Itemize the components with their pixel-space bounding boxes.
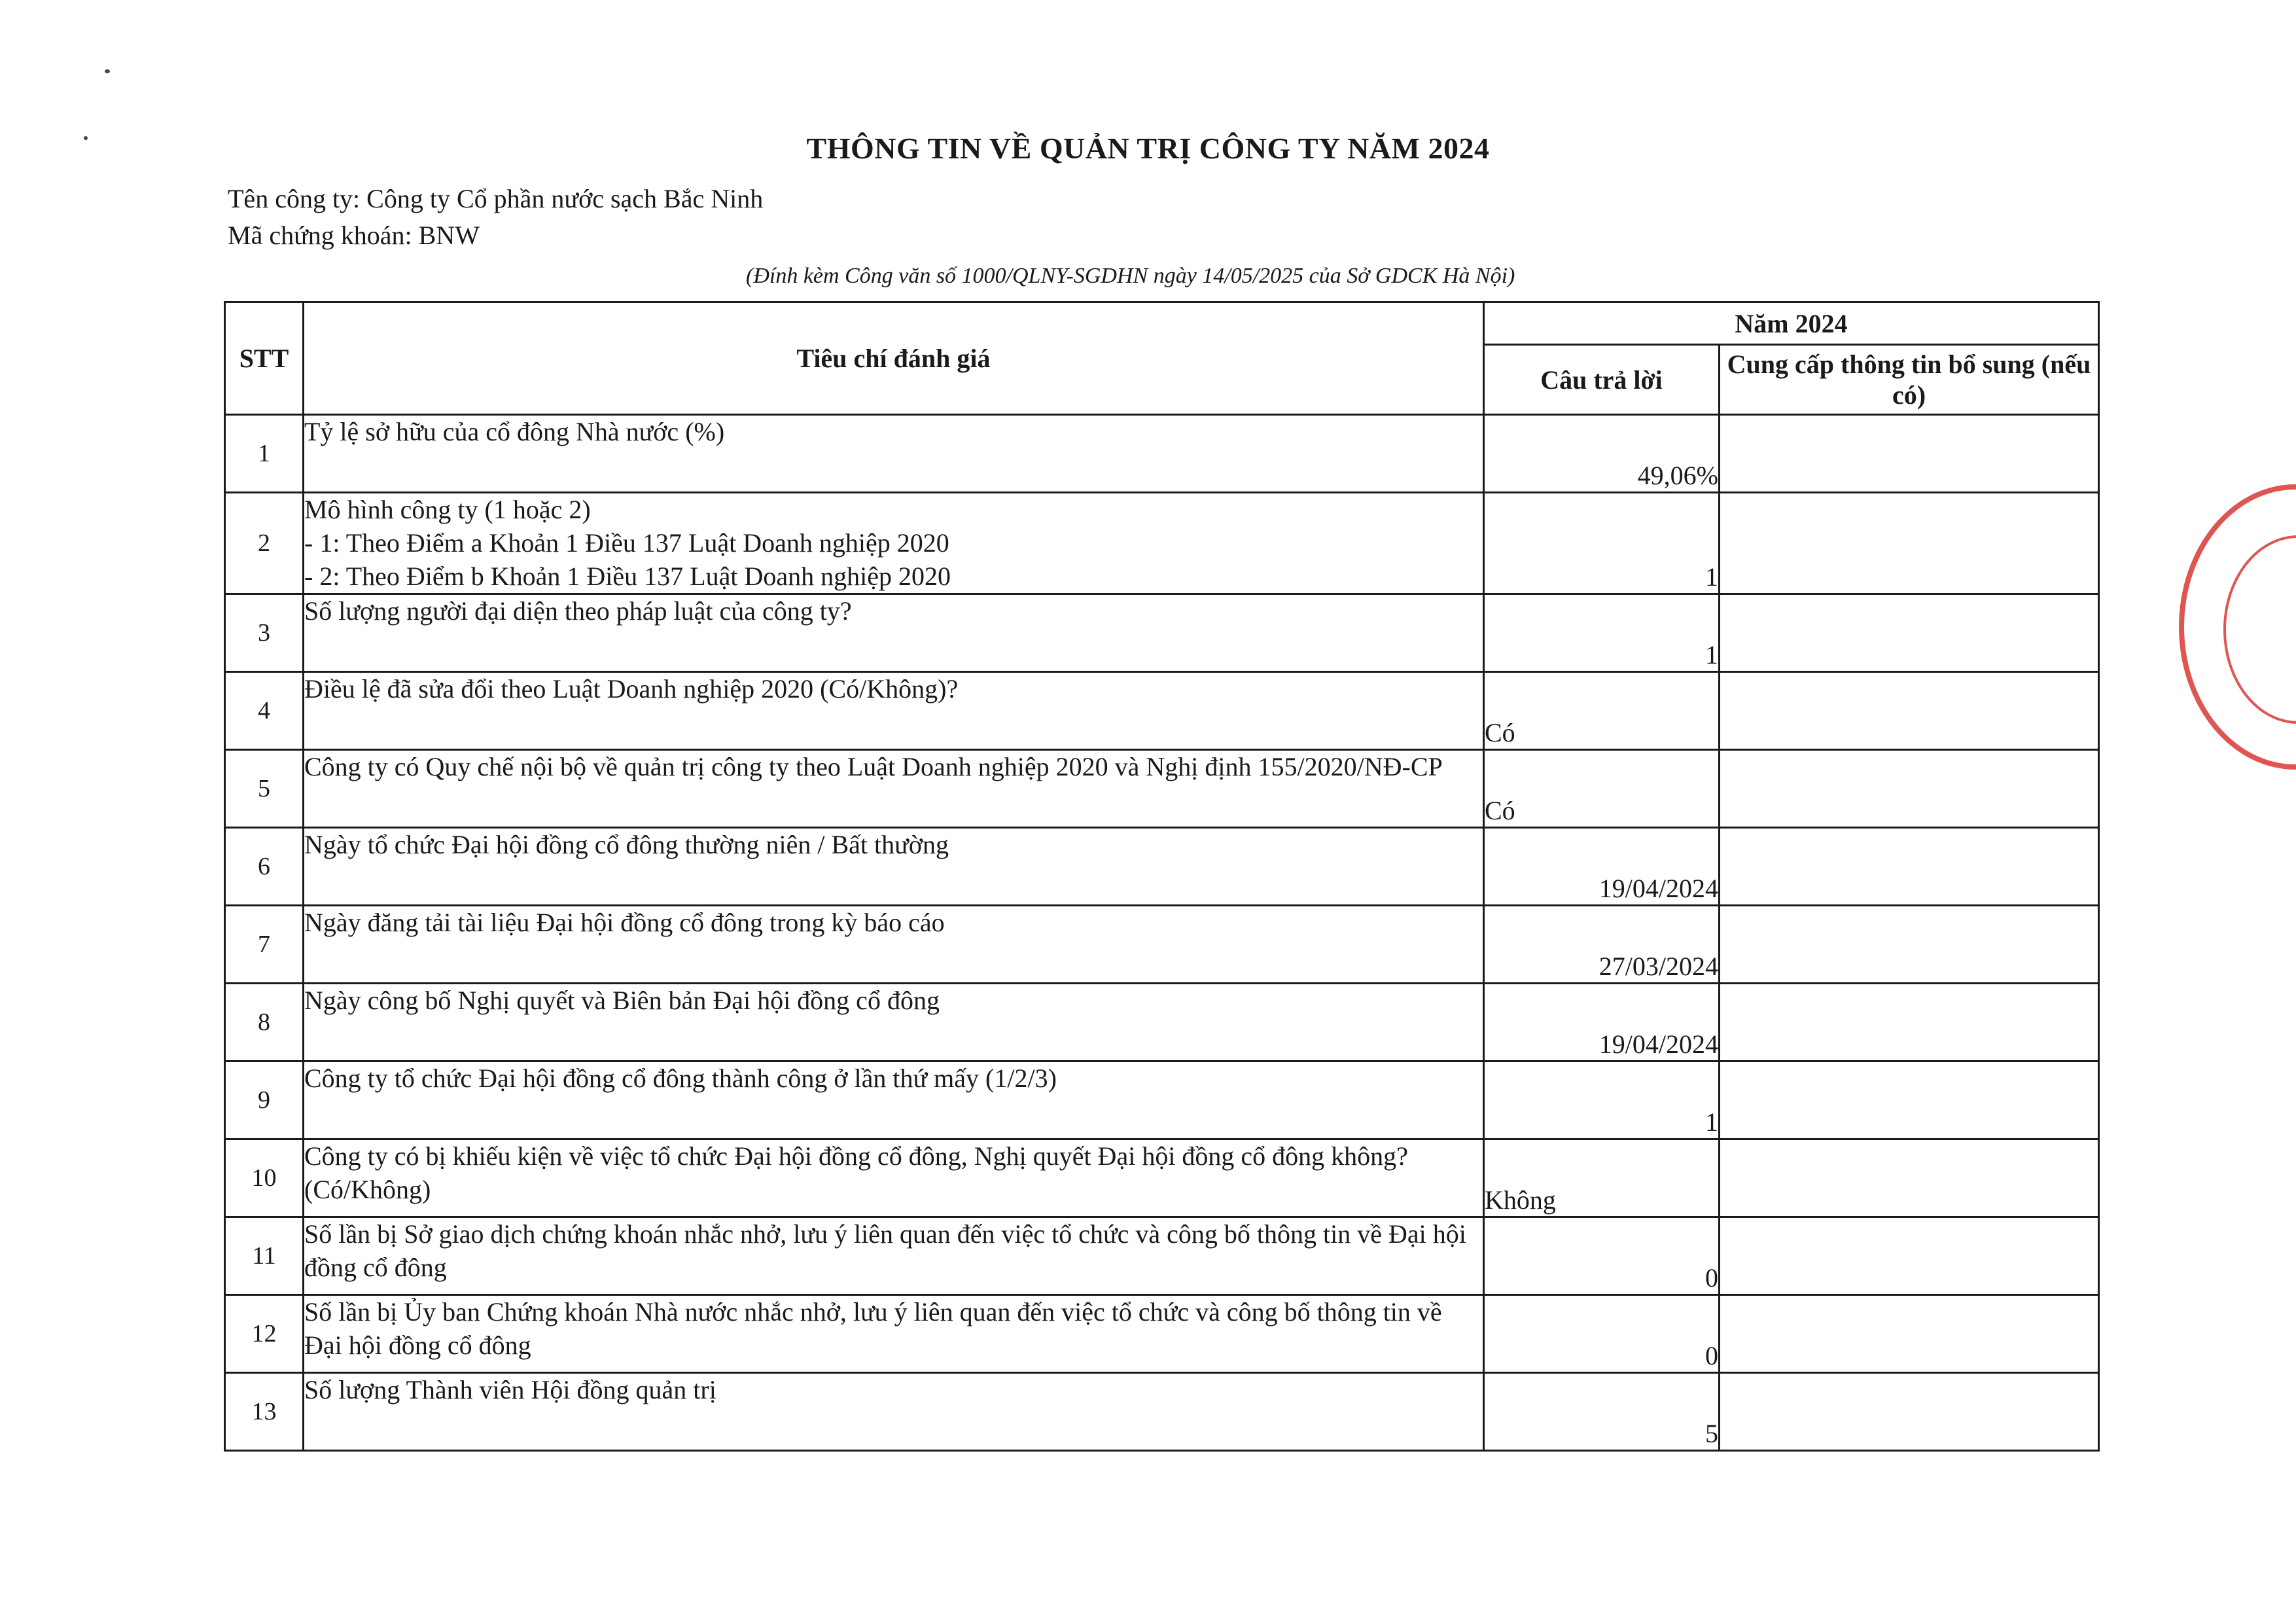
criteria-cell: Ngày đăng tải tài liệu Đại hội đồng cổ đông trong kỳ báo cáo (304, 906, 1484, 984)
row-number: 1 (225, 415, 304, 493)
extra-info-cell (1720, 1373, 2099, 1451)
answer-cell: 19/04/2024 (1484, 984, 1720, 1061)
table-row (225, 594, 2099, 672)
company-seal-stamp (2179, 484, 2296, 770)
table-row (225, 750, 2099, 828)
table-row (225, 1217, 2099, 1295)
criteria-cell: Công ty có Quy chế nội bộ về quản trị công ty theo Luật Doanh nghiệp 2020 và Nghị định 155/2020/NĐ-CP (304, 750, 1484, 828)
answer-cell: 0 (1484, 1295, 1720, 1373)
company-name-line: Tên công ty: Công ty Cổ phần nước sạch Bắc Ninh (228, 184, 764, 213)
criteria-cell: Mô hình công ty (1 hoặc 2) - 1: Theo Điểm a Khoản 1 Điều 137 Luật Doanh nghiệp 2020 - 2: Theo Điểm b Khoản 1 Điều 137 Luật Doanh nghiệp 2020 (304, 493, 1484, 594)
criteria-cell: Công ty có bị khiếu kiện về việc tổ chức Đại hội đồng cổ đông, Nghị quyết Đại hội đồng cổ đông không? (Có/Không) (304, 1139, 1484, 1217)
table-body (225, 415, 2099, 1451)
scan-speck (105, 69, 110, 73)
page-title: THÔNG TIN VỀ QUẢN TRỊ CÔNG TY NĂM 2024 (806, 132, 1490, 165)
stock-ticker-line: Mã chứng khoán: BNW (228, 221, 480, 250)
table-row (225, 493, 2099, 594)
row-number: 8 (225, 984, 304, 1061)
header-year: Năm 2024 (1484, 302, 2099, 345)
attachment-note: (Đính kèm Công văn số 1000/QLNY-SGDHN ngày 14/05/2025 của Sở GDCK Hà Nội) (746, 264, 1515, 288)
answer-cell: 1 (1484, 493, 1720, 594)
extra-info-cell (1720, 906, 2099, 984)
criteria-cell: Công ty tổ chức Đại hội đồng cổ đông thành công ở lần thứ mấy (1/2/3) (304, 1061, 1484, 1139)
criteria-cell: Điều lệ đã sửa đổi theo Luật Doanh nghiệp 2020 (Có/Không)? (304, 672, 1484, 750)
answer-cell: 1 (1484, 1061, 1720, 1139)
answer-cell: Có (1484, 750, 1720, 828)
row-number: 10 (225, 1139, 304, 1217)
row-number: 12 (225, 1295, 304, 1373)
table-row (225, 828, 2099, 906)
extra-info-cell (1720, 750, 2099, 828)
extra-info-cell (1720, 984, 2099, 1061)
criteria-cell: Tỷ lệ sở hữu của cổ đông Nhà nước (%) (304, 415, 1484, 493)
row-number: 5 (225, 750, 304, 828)
extra-info-cell (1720, 1061, 2099, 1139)
answer-cell: 0 (1484, 1217, 1720, 1295)
extra-info-cell (1720, 1139, 2099, 1217)
row-number: 13 (225, 1373, 304, 1451)
scan-speck (84, 136, 88, 140)
row-number: 6 (225, 828, 304, 906)
criteria-cell: Số lượng người đại diện theo pháp luật của công ty? (304, 594, 1484, 672)
answer-cell: 1 (1484, 594, 1720, 672)
answer-cell: 5 (1484, 1373, 1720, 1451)
table-row (225, 1061, 2099, 1139)
table-row (225, 1139, 2099, 1217)
answer-cell: 19/04/2024 (1484, 828, 1720, 906)
table-row (225, 415, 2099, 493)
criteria-cell: Số lần bị Ủy ban Chứng khoán Nhà nước nhắc nhở, lưu ý liên quan đến việc tổ chức và công bố thông tin về Đại hội đồng cổ đông (304, 1295, 1484, 1373)
extra-info-cell (1720, 1217, 2099, 1295)
row-number: 3 (225, 594, 304, 672)
header-criteria: Tiêu chí đánh giá (304, 302, 1484, 415)
row-number: 9 (225, 1061, 304, 1139)
criteria-cell: Ngày công bố Nghị quyết và Biên bản Đại hội đồng cổ đông (304, 984, 1484, 1061)
row-number: 11 (225, 1217, 304, 1295)
extra-info-cell (1720, 594, 2099, 672)
extra-info-cell (1720, 672, 2099, 750)
governance-table (224, 301, 2100, 1452)
answer-cell: 49,06% (1484, 415, 1720, 493)
table-row (225, 1373, 2099, 1451)
answer-cell: Có (1484, 672, 1720, 750)
seal-inner-ring (2223, 535, 2296, 724)
table-row (225, 672, 2099, 750)
row-number: 4 (225, 672, 304, 750)
answer-cell: 27/03/2024 (1484, 906, 1720, 984)
table-row (225, 1295, 2099, 1373)
criteria-cell: Ngày tổ chức Đại hội đồng cổ đông thường niên / Bất thường (304, 828, 1484, 906)
extra-info-cell (1720, 415, 2099, 493)
criteria-cell: Số lượng Thành viên Hội đồng quản trị (304, 1373, 1484, 1451)
header-stt: STT (225, 302, 304, 415)
answer-cell: Không (1484, 1139, 1720, 1217)
table-row (225, 984, 2099, 1061)
extra-info-cell (1720, 828, 2099, 906)
criteria-cell: Số lần bị Sở giao dịch chứng khoán nhắc nhở, lưu ý liên quan đến việc tổ chức và công bố thông tin về Đại hội đồng cổ đông (304, 1217, 1484, 1295)
row-number: 7 (225, 906, 304, 984)
extra-info-cell (1720, 493, 2099, 594)
header-answer: Câu trả lời (1484, 345, 1720, 415)
table-row (225, 906, 2099, 984)
extra-info-cell (1720, 1295, 2099, 1373)
header-extra-info: Cung cấp thông tin bổ sung (nếu có) (1720, 345, 2099, 415)
row-number: 2 (225, 493, 304, 594)
